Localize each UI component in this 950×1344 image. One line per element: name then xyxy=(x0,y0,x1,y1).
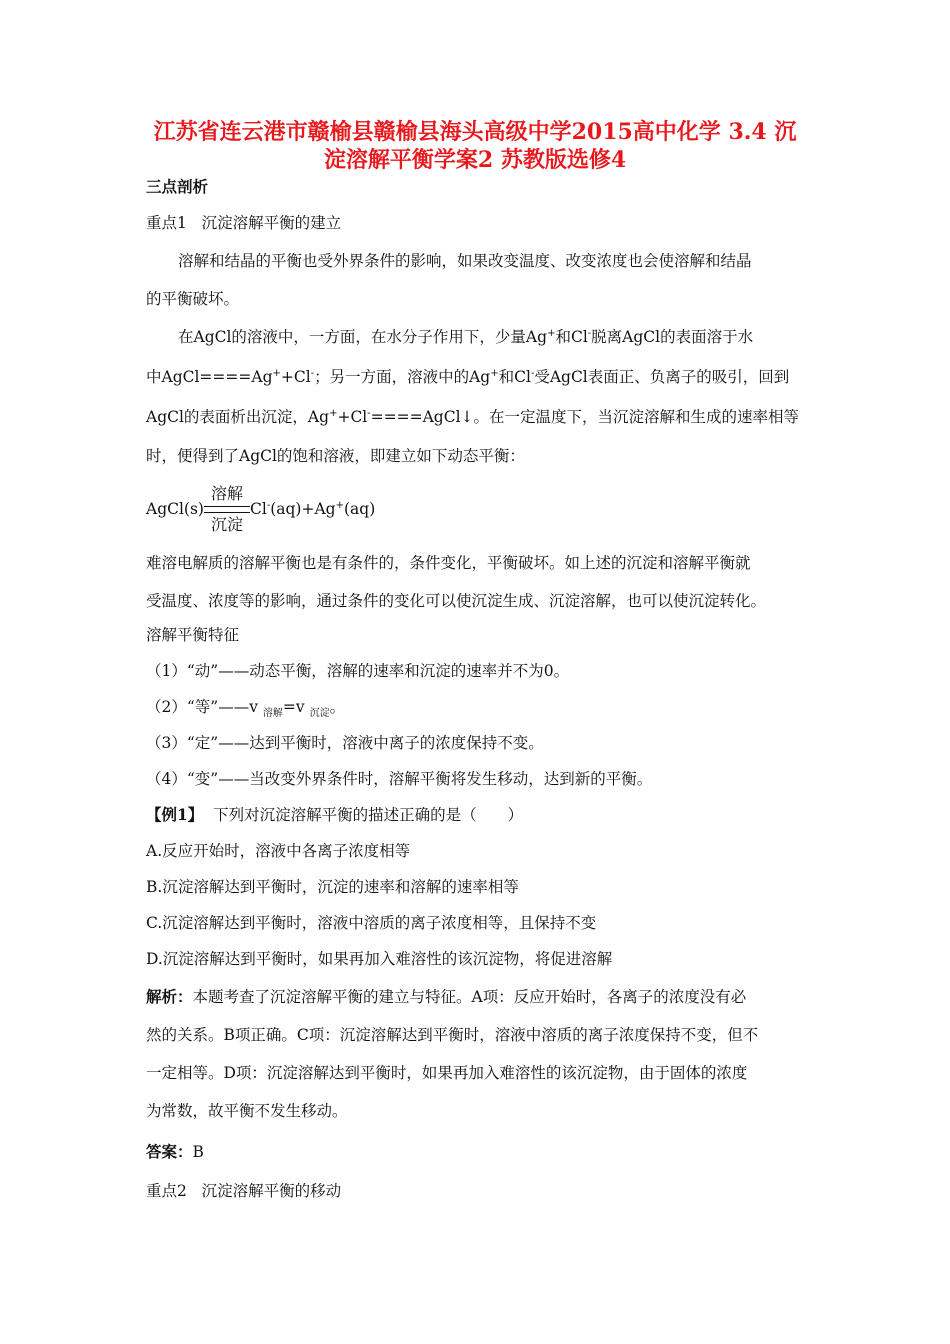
feature-4: （4）“变”——当改变外界条件时，溶解平衡将发生移动，达到新的平衡。 xyxy=(146,770,653,788)
equation-lhs: AgCl(s) xyxy=(146,500,204,518)
analysis-line4: 为常数，故平衡不发生移动。 xyxy=(146,1102,348,1120)
superscript: + xyxy=(329,407,338,419)
text-run: 脱离AgCl的表面溶于水 xyxy=(591,328,754,346)
feature-3: （3）“定”——达到平衡时，溶液中离子的浓度保持不变。 xyxy=(146,734,544,752)
para2-line4: 时，便得到了AgCl的饱和溶液，即建立如下动态平衡： xyxy=(146,447,525,465)
text-run: +Cl xyxy=(337,408,368,426)
para2-line2 xyxy=(146,367,789,387)
text-run: (aq)+Ag xyxy=(270,500,336,518)
key-point-1-label: 重点1 xyxy=(146,214,187,232)
arrow-label-precipitate: 沉淀 xyxy=(210,515,243,534)
key-point-1-text: 沉淀溶解平衡的建立 xyxy=(201,214,342,232)
superscript: - xyxy=(367,407,371,419)
feature-2 xyxy=(146,697,346,720)
example-question-text: 下列对沉淀溶解平衡的描述正确的是（ ） xyxy=(213,806,524,824)
text-run: （2）“等”——v xyxy=(146,698,263,716)
para1-line2: 的平衡破坏。 xyxy=(146,290,240,308)
key-point-2-label: 重点2 xyxy=(146,1182,187,1200)
subscript: 溶解 xyxy=(262,708,283,720)
equilibrium-arrow-icon xyxy=(204,506,250,513)
para1-line1: 溶解和结晶的平衡也受外界条件的影响，如果改变温度、改变浓度也会使溶解和结晶 xyxy=(178,252,752,270)
option-d: D.沉淀溶解达到平衡时，如果再加入难溶性的该沉淀物，将促进溶解 xyxy=(146,950,613,968)
equation-rhs xyxy=(250,500,375,518)
text-run: 。 xyxy=(329,698,346,716)
superscript: + xyxy=(490,367,499,379)
analysis-line3: 一定相等。D项：沉淀溶解达到平衡时，如果再加入难溶性的该沉淀物，由于固体的浓度 xyxy=(146,1064,748,1082)
answer-label: 答案： xyxy=(146,1142,193,1161)
text-run: Cl xyxy=(250,500,267,518)
analysis-line1 xyxy=(146,987,746,1007)
arrow-label-dissolve: 溶解 xyxy=(210,484,243,503)
analysis-line2: 然的关系。B项正确。C项：沉淀溶解达到平衡时，溶液中溶质的离子浓度保持不变，但不 xyxy=(146,1026,759,1044)
document-title xyxy=(140,118,810,174)
superscript: + xyxy=(335,499,344,511)
analysis-label: 解析： xyxy=(146,987,193,1006)
feature-1: （1）“动”——动态平衡，溶解的速率和沉淀的速率并不为0。 xyxy=(146,662,570,680)
superscript: - xyxy=(310,367,315,379)
text-run: 在AgCl的溶液中，一方面，在水分子作用下，少量Ag xyxy=(178,328,548,346)
example-question xyxy=(146,805,523,825)
text-run: ；另一方面，溶液中的Ag xyxy=(314,368,491,386)
text-run: ====AgCl↓。在一定温度下，当沉淀溶解和生成的速率相等 xyxy=(370,408,800,426)
answer xyxy=(146,1142,204,1162)
superscript: + xyxy=(547,327,556,339)
text-run: +Cl xyxy=(280,368,311,386)
text-run: 中AgCl====Ag xyxy=(146,368,273,386)
features-heading: 溶解平衡特征 xyxy=(146,626,240,644)
text-run: AgCl的表面析出沉淀，Ag xyxy=(146,408,330,426)
key-point-1 xyxy=(146,213,341,233)
key-point-2 xyxy=(146,1181,341,1201)
title-line-2: 淀溶解平衡学案2 苏教版选修4 xyxy=(323,147,627,173)
option-a: A.反应开始时，溶液中各离子浓度相等 xyxy=(146,842,411,860)
text-run: (aq) xyxy=(343,500,376,518)
superscript: + xyxy=(272,367,281,379)
option-c: C.沉淀溶解达到平衡时，溶液中溶质的离子浓度相等，且保持不变 xyxy=(146,914,597,932)
option-b: B.沉淀溶解达到平衡时，沉淀的速率和溶解的速率相等 xyxy=(146,878,519,896)
superscript: - xyxy=(587,327,592,339)
text-run: 和Cl xyxy=(498,368,531,386)
answer-value: B xyxy=(192,1143,204,1161)
example-label: 【例1】 xyxy=(146,805,204,824)
text-run: 和Cl xyxy=(555,328,588,346)
para2-line1 xyxy=(178,327,753,347)
analysis-text: 本题考查了沉淀溶解平衡的建立与特征。A项：反应开始时，各离子的浓度没有必 xyxy=(192,988,747,1006)
superscript: - xyxy=(266,499,271,511)
text-run: 受AgCl表面正、负离子的吸引，回到 xyxy=(534,368,790,386)
para3-line2: 受温度、浓度等的影响，通过条件的变化可以使沉淀生成、沉淀溶解，也可以使沉淀转化。 xyxy=(146,592,767,610)
superscript: - xyxy=(530,367,535,379)
section-heading: 三点剖析 xyxy=(146,177,209,196)
key-point-2-text: 沉淀溶解平衡的移动 xyxy=(201,1182,342,1200)
equilibrium-arrow xyxy=(204,484,250,535)
para3-line1: 难溶电解质的溶解平衡也是有条件的，条件变化，平衡破坏。如上述的沉淀和溶解平衡就 xyxy=(146,554,751,572)
text-run: =v xyxy=(282,698,310,716)
title-line-1: 江苏省连云港市赣榆县赣榆县海头高级中学2015高中化学 3.4 沉 xyxy=(153,119,797,145)
para2-line3 xyxy=(146,407,799,427)
subscript: 沉淀 xyxy=(309,708,330,720)
